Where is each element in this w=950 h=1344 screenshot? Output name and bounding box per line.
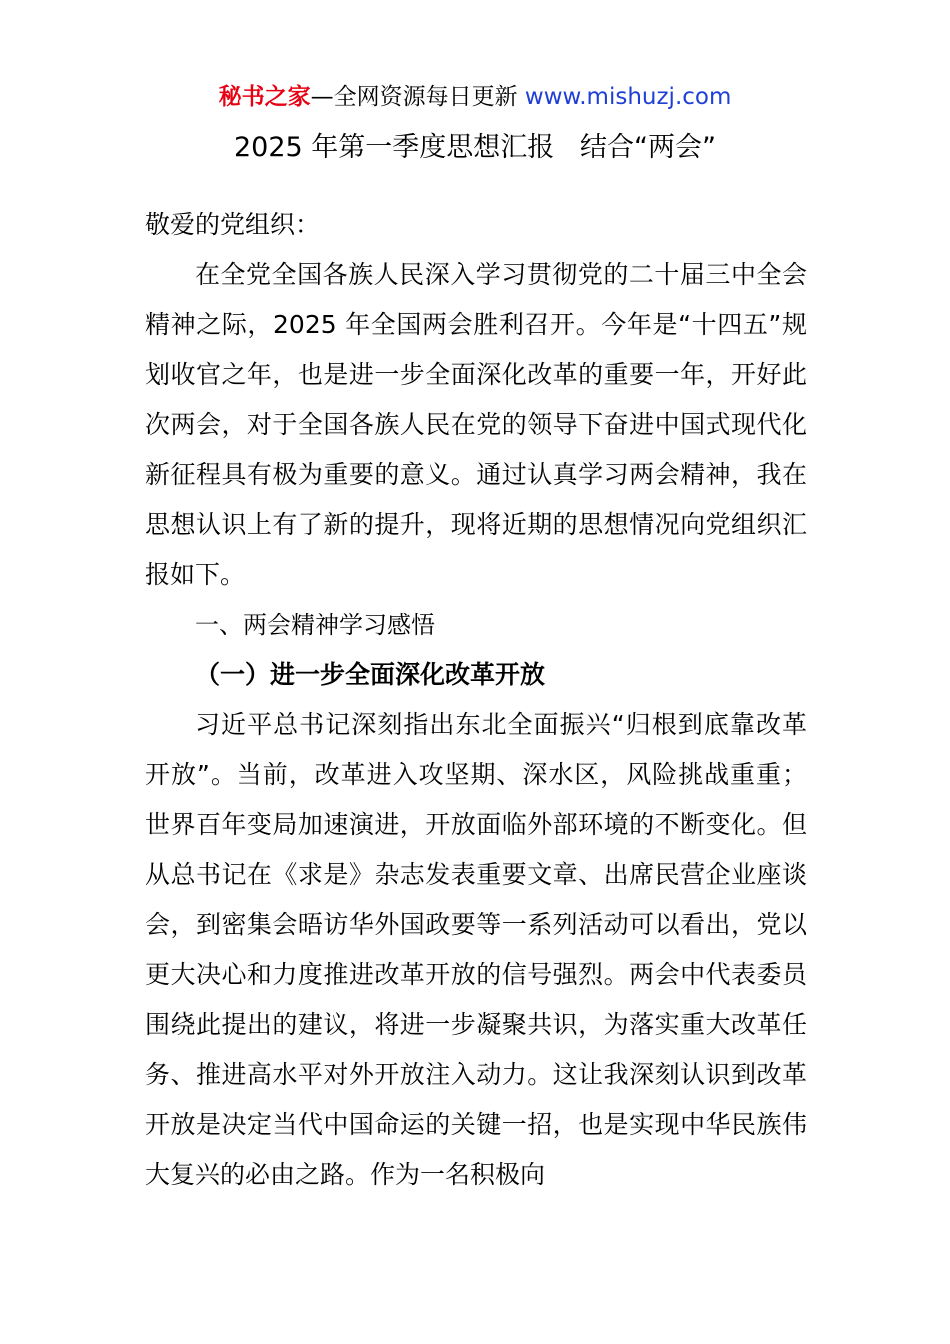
site-header [0, 80, 950, 114]
document-title: 2025 年第一季度思想汇报 结合“两会” [233, 132, 717, 163]
header-tagline: —全网资源每日更新 [310, 84, 525, 110]
intro-paragraph: 在全党全国各族人民深入学习贯彻党的二十届三中全会精神之际，2025 年全国两会胜利召开。今年是“十四五”规划收官之年，也是进一步全面深化改革的重要一年，开好此次两会，对于全国各族人民在党的领导下奋进中国式现代化新征程具有极为重要的意义。通过认真学习两会精神，我在思想认识上有了新的提升，现将近期的思想情况向党组织汇报如下。 [145, 260, 807, 589]
section-heading: 一、两会精神学习感悟 [195, 611, 435, 639]
brand-name: 秘书之家 [218, 84, 311, 110]
body-paragraph: 习近平总书记深刻指出东北全面振兴“归根到底靠改革开放”。当前，改革进入攻坚期、深水区，风险挑战重重；世界百年变局加速演进，开放面临外部环境的不断变化。但从总书记在《求是》杂志发表重要文章、出席民营企业座谈会，到密集会晤访华外国政要等一系列活动可以看出，党以更大决心和力度推进改革开放的信号强烈。两会中代表委员围绕此提出的建议，将进一步凝聚共识，为落实重大改革任务、推进高水平对外开放注入动力。这让我深刻认识到改革开放是决定当代中国命运的关键一招，也是实现中华民族伟大复兴的必由之路。作为一名积极向 [145, 710, 807, 1189]
site-url-link[interactable]: www.mishuzj.com [524, 84, 732, 110]
subsection-heading: （一）进一步全面深化改革开放 [195, 660, 546, 689]
salutation: 敬爱的党组织： [145, 210, 321, 239]
document-body [145, 200, 807, 1200]
